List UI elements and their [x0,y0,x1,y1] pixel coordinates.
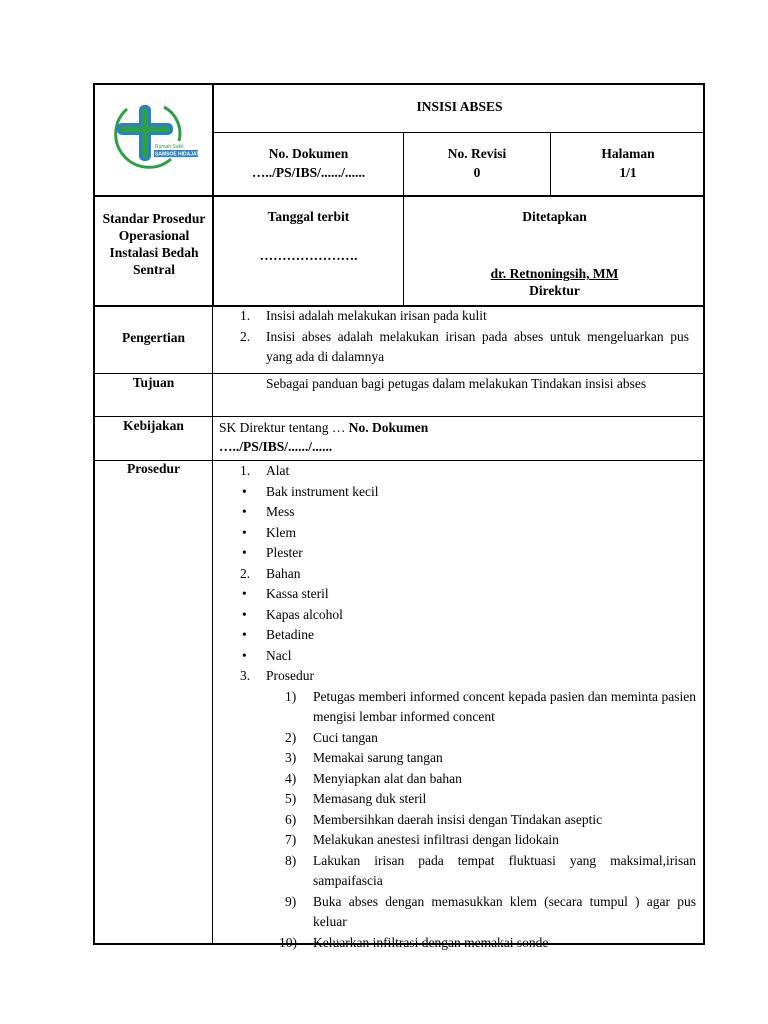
revision-label: No. Revisi [447,146,507,161]
set-by-label: Ditetapkan [522,209,587,224]
list-item: 4) Menyiapkan alat dan bahan [285,770,462,786]
list-item: • Kapas alcohol [242,606,343,622]
list-item: • Kassa steril [242,586,329,601]
list-item: 6) Membersihkan daerah insisi dengan Tindakan aseptic [285,811,603,827]
sop-label: Standar Prosedur Operasional Instalasi Bedah Sentral [102,211,206,277]
list-item: • Klem [242,524,296,540]
row-pengertian [95,306,703,374]
kebijakan-line1: SK Direktur tentang … No. Dokumen [219,420,429,435]
tujuan-text: Sebagai panduan bagi petugas dalam melakukan Tindakan insisi abses [266,376,647,391]
revision-value: 0 [473,165,481,180]
list-item: • Betadine [242,627,314,642]
issued-label: Tanggal terbit [267,209,350,224]
pengertian-label: Pengertian [95,306,213,373]
list-item: 1. Alat [240,463,290,478]
list-item: • Mess [242,504,295,519]
row-kebijakan [95,417,703,461]
signer-title: Direktur [529,283,580,298]
document-title: INSISI ABSES [416,99,503,114]
list-item: 1) Petugas memberi informed concent kepada pasien dan meminta pasien mengisi lembar informed concent [285,688,696,724]
issued-value: …………………. [259,248,358,263]
prosedur-label: Prosedur [95,461,213,943]
content-table [93,306,705,950]
list-item: • Plester [242,545,303,560]
list-item: 2. Bahan [240,565,301,581]
doc-number-value: …../PS/IBS/....../...... [251,165,366,180]
signer-name: dr. Retnoningsih, MM [490,266,619,281]
tujuan-label: Tujuan [95,374,213,416]
list-item: 9) Buka abses dengan memasukkan klem (secara tumpul ) agar pus keluar [285,893,696,929]
kebijakan-label: Kebijakan [95,417,213,460]
page-label: Halaman [601,146,655,161]
list-item: 10) Keluarkan infiltrasi dengan memakai sonde [279,934,549,950]
list-item: 3) Memakai sarung tangan [285,750,443,765]
row-prosedur [95,461,703,950]
list-item: 1. Insisi adalah melakukan irisan pada kulit [240,308,487,323]
page-value: 1/1 [619,165,637,180]
list-item: • Bak instrument kecil [242,483,379,499]
list-item: 8) Lakukan irisan pada tempat fluktuasi yang maksimal,irisan sampaifascia [285,852,696,888]
kebijakan-line2: …../PS/IBS/....../...... [219,439,333,454]
logo-text-1: Rumah Sakit [155,144,184,150]
list-item: 3. Prosedur [240,668,314,683]
list-item: • Nacl [242,647,292,663]
doc-number-label: No. Dokumen [268,146,349,161]
list-item: 2. Insisi abses adalah melakukan irisan pada abses untuk mengeluarkan pus yang ada di dalamnya [240,328,689,364]
list-item: 5) Memasang duk steril [285,791,427,806]
row-tujuan [95,374,703,417]
header-table [93,83,705,307]
logo-text-2: SAMSOE HIDAJAT [155,151,199,158]
list-item: 2) Cuci tangan [285,729,378,745]
hospital-logo [109,101,199,169]
list-item: 7) Melakukan anestesi infiltrasi dengan lidokain [285,832,559,847]
